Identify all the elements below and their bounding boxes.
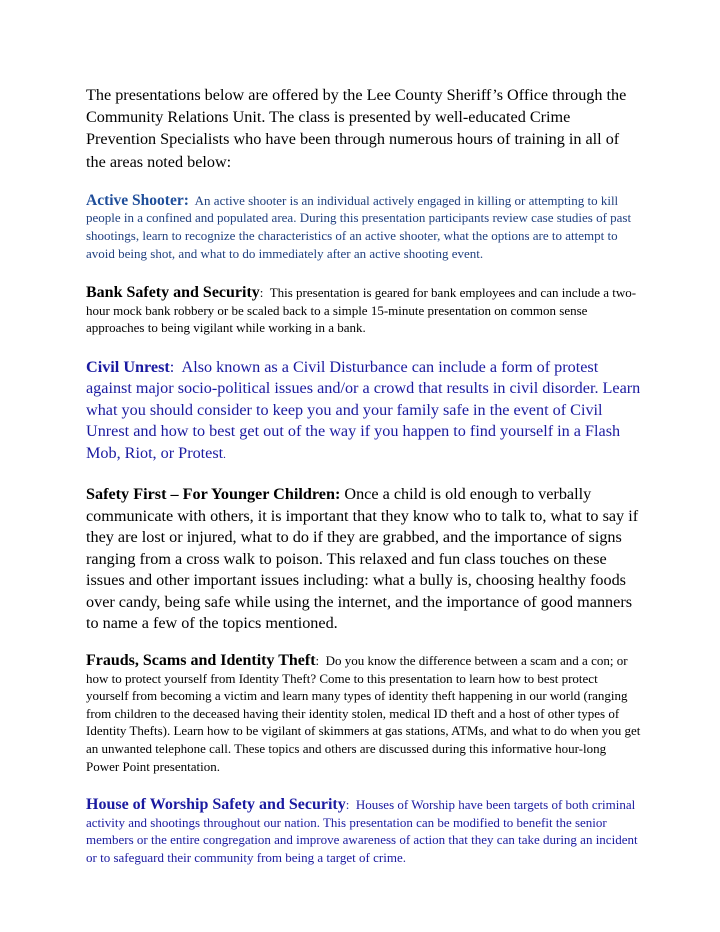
section-separator: : (315, 652, 320, 668)
section-separator: : (259, 285, 264, 301)
section-title: House of Worship Safety and Security (86, 796, 346, 814)
section-title: Frauds, Scams and Identity Theft (86, 651, 316, 669)
section-body: An active shooter is an individual actively engaged in killing or attempting to kill people in a confined and populated area. During this presentation participants review case studies of past shootings, learn to recognize the characteristics of an active shooter, what the options are to attempt to avoid being shot, and what to do immediately after an active shooting event. (86, 192, 632, 261)
section-title: Civil Unrest (86, 357, 170, 376)
section-separator: : (169, 357, 175, 376)
section-body: This presentation is geared for bank employees and can include a two-hour mock bank robbery or be scaled back to a simple 15-minute presentation on common sense approaches to being vigilant while working in a bank. (86, 285, 637, 336)
section-body: Also known as a Civil Disturbance can include a form of protest against major socio-political issues and/or a crowd that results in civil disorder. Learn what you should consider to keep you and your family safe in the event of Civil Unrest and how to best get out of the way if you happen to find yourself in a Flash Mob, Riot, or Protest (86, 357, 641, 462)
section-body: Do you know the difference between a scam and a con; or how to protect yourself from Identity Theft? Come to this presentation to learn how to best protect yourself from becoming a victim and learn many types of identity theft happening in our world (ranging from children to the deceased having their identity stolen, medical ID theft and a host of other types of Identity Thefts). Learn how to be vigilant of skimmers at gas stations, ATMs, and what to do when you get an unwanted telephone call. These topics and others are discussed during this informative hour-long Power Point presentation. (86, 652, 641, 774)
section-house-of-worship (86, 796, 642, 866)
section-active-shooter (86, 192, 642, 262)
section-bank-safety (86, 284, 642, 337)
section-separator: : (345, 797, 350, 813)
section-body: Houses of Worship have been targets of both criminal activity and shootings throughout our nation. This presentation can be modified to benefit the senior members or the entire congregation and improve awareness of action that they can take during an incident or to safeguard their community from being a target of crime. (86, 797, 638, 865)
section-body: Once a child is old enough to verbally communicate with others, it is important that they know who to talk to, what to say if they are lost or injured, what to do if they are grabbed, and the importance of signs ranging from a cross walk to poison. This relaxed and fun class touches on these issues and other important issues including: what a bully is, choosing healthy foods over candy, being safe while using the internet, and the importance of good manners to name a few of the topics mentioned. (86, 485, 639, 633)
section-title: Bank Safety and Security (86, 284, 260, 302)
document-page (86, 84, 642, 867)
section-safety-first (86, 484, 642, 635)
section-title: Active Shooter: (86, 191, 189, 209)
section-civil-unrest (86, 357, 642, 467)
section-title: Safety First – For Younger Children: (86, 485, 341, 504)
section-frauds-scams (86, 652, 642, 775)
section-trail: . (223, 448, 226, 461)
intro-paragraph: The presentations below are offered by the Lee County Sheriff’s Office through the Community Relations Unit. The class is presented by well-educated Crime Prevention Specialists who have been through numerous hours of training in all of the areas noted below: (86, 86, 627, 171)
